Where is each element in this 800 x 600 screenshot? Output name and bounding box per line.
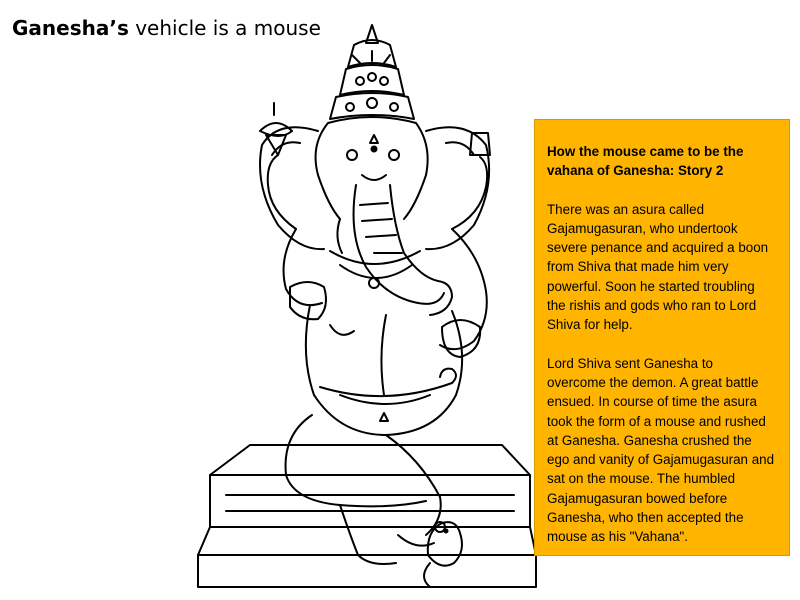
story-title: How the mouse came to be the vahana of Ganesha: Story 2 xyxy=(547,144,744,179)
slide-title-rest: vehicle is a mouse xyxy=(128,16,321,40)
crown-drawing xyxy=(330,25,414,119)
story-info-box xyxy=(534,119,790,556)
necklace-drawing xyxy=(330,251,420,288)
snake-belt-drawing xyxy=(320,369,456,396)
story-paragraph-2: Lord Shiva sent Ganesha to overcome the demon. A great battle ensued. In course of time the asura took the form of a mouse and rushed at Ganesha. Ganesha crushed the ego and vanity of Gajamugasuran and sat on the mouse. The humbled Gajamugasuran bowed before Ganesha, who then accepted the mouse as his "Vahana". xyxy=(547,355,775,545)
head-drawing xyxy=(260,117,489,249)
tusk-drawing xyxy=(337,219,342,253)
story-paragraph-1: There was an asura called Gajamugasuran, who undertook severe penance and acquired a boon from Shiva that made him very powerful. Soon he started troubling the rishis and gods who ran to Lord Shiva for help. xyxy=(547,201,769,333)
pedestal-drawing xyxy=(198,445,536,587)
ganesha-illustration xyxy=(190,15,540,600)
slide-title-bold: Ganesha’s xyxy=(12,16,129,40)
trunk-drawing xyxy=(354,185,452,315)
belly-drawing xyxy=(306,305,462,435)
legs-drawing xyxy=(286,415,441,564)
